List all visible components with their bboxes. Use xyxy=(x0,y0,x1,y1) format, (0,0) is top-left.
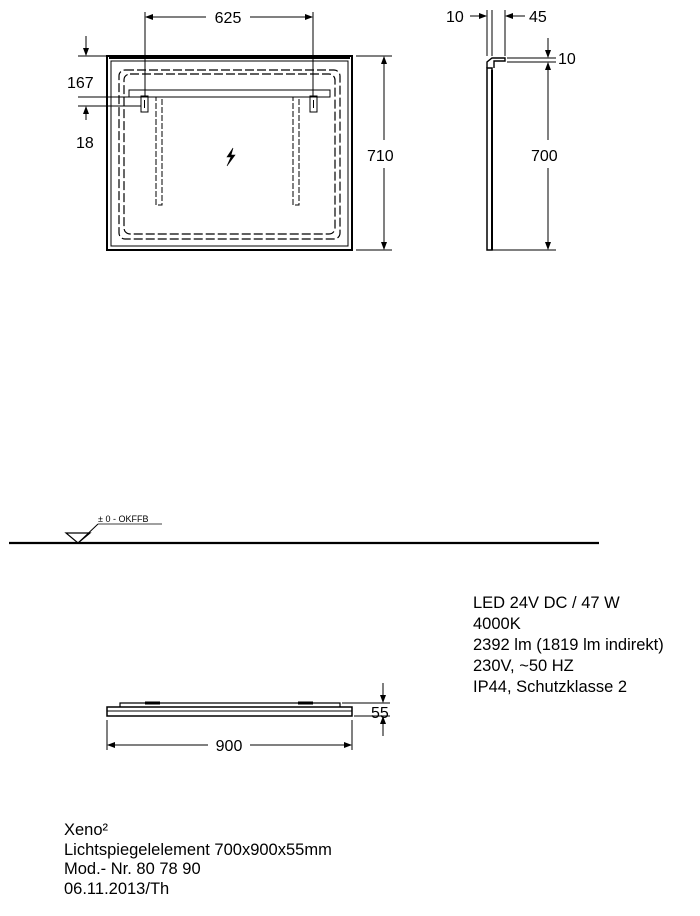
spec-power: LED 24V DC / 47 W xyxy=(473,594,620,612)
product-series: Xeno² xyxy=(64,821,109,839)
label-18: 18 xyxy=(76,135,94,152)
product-info xyxy=(64,821,332,899)
dim-side-height xyxy=(500,38,556,250)
label-710: 710 xyxy=(367,148,394,165)
model-number: Mod.- Nr. 80 78 90 xyxy=(64,860,201,878)
mounting-rail xyxy=(129,90,330,97)
side-view xyxy=(487,58,505,250)
dim-side-depth xyxy=(470,10,525,56)
spec-protection: IP44, Schutzklasse 2 xyxy=(473,678,628,696)
label-side-top-10: 10 xyxy=(558,51,576,68)
product-description: Lichtspiegelelement 700x900x55mm xyxy=(64,840,332,859)
spec-color-temp: 4000K xyxy=(473,615,521,633)
label-700: 700 xyxy=(531,148,558,165)
bracket-right xyxy=(293,97,299,205)
technical-specs xyxy=(473,593,664,698)
label-625: 625 xyxy=(214,10,242,27)
floor-label: ± 0 - OKFFB xyxy=(98,514,149,524)
spec-luminous-flux: 2392 lm (1819 lm indirekt) xyxy=(473,636,664,654)
label-167: 167 xyxy=(67,75,94,92)
lightning-icon xyxy=(227,148,235,166)
label-side-10: 10 xyxy=(446,9,464,26)
side-top-cap xyxy=(487,58,505,68)
label-55: 55 xyxy=(371,705,389,722)
label-900: 900 xyxy=(215,738,243,755)
spec-voltage: 230V, ~50 HZ xyxy=(473,657,574,675)
drawing-date: 06.11.2013/Th xyxy=(64,879,170,898)
bottom-view xyxy=(107,703,352,716)
floor-reference xyxy=(9,524,599,543)
bracket-left xyxy=(156,97,162,205)
label-45: 45 xyxy=(529,9,547,26)
front-view xyxy=(107,56,352,250)
